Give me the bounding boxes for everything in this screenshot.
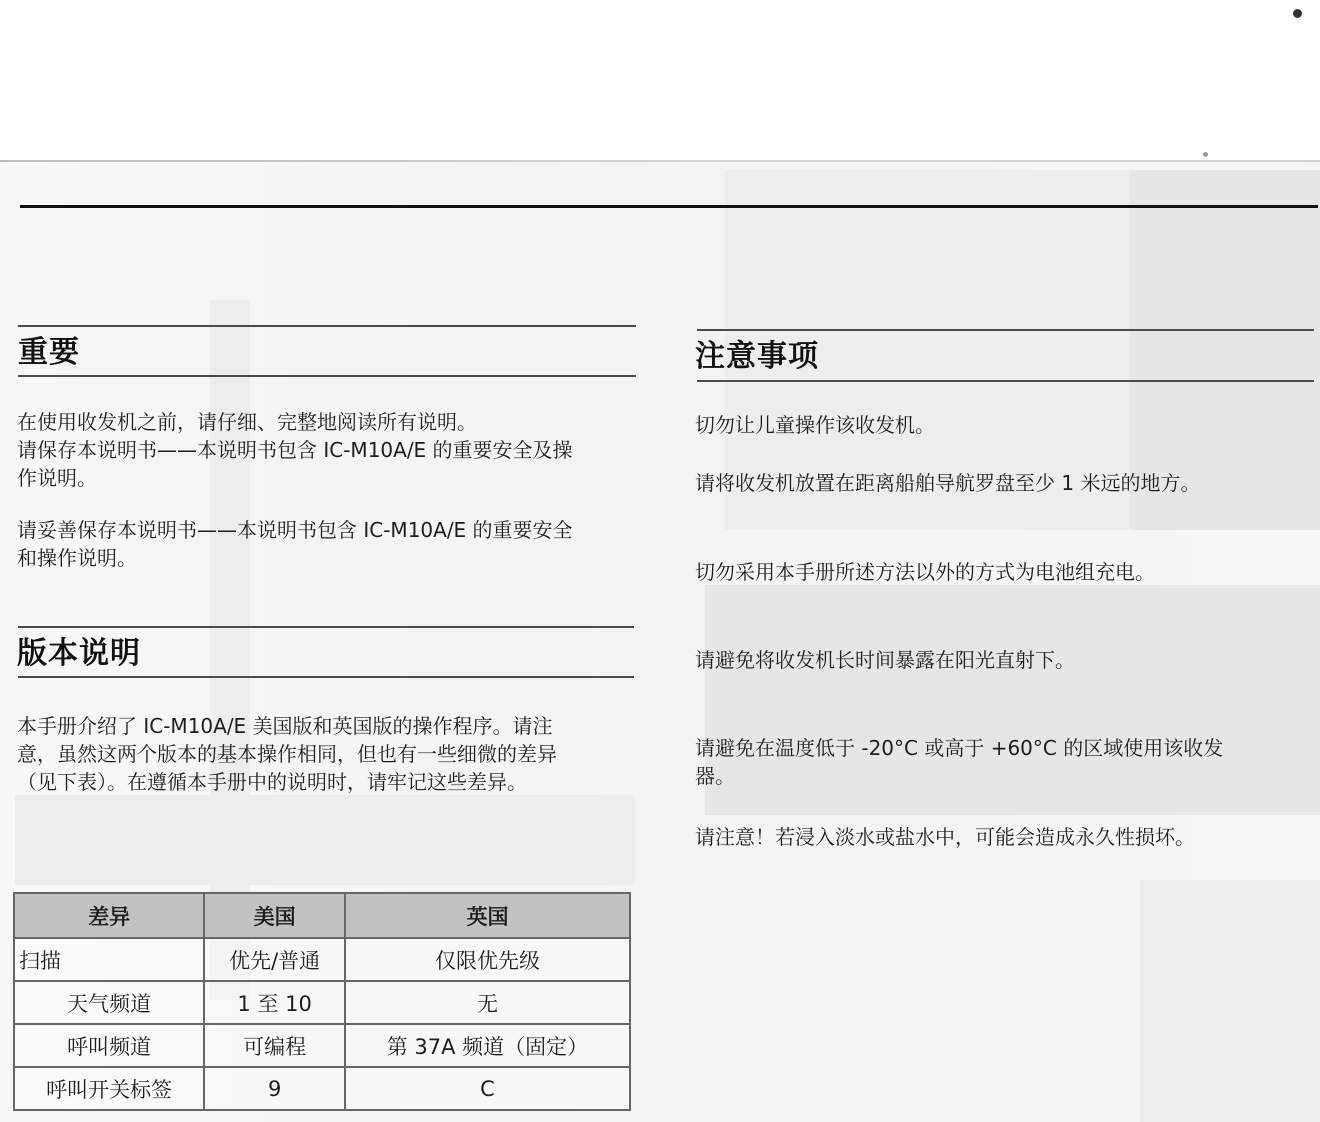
heading-rule-bottom (18, 375, 636, 377)
precaution-item: 请将收发机放置在距离船舶导航罗盘至少 1 米远的地方。 (695, 471, 1201, 495)
versions-heading: 版本说明 (17, 636, 141, 671)
bleed-through-shadow (1140, 880, 1320, 1122)
text-line: 意，虽然这两个版本的基本操作相同，但也有一些细微的差异 (17, 742, 557, 766)
table-row (14, 1067, 630, 1110)
text-line: 请妥善保存本说明书——本说明书包含 IC-M10A/E 的重要安全 (17, 518, 573, 542)
text-line: （见下表）。在遵循本手册中的说明时，请牢记这些差异。 (17, 770, 527, 794)
page-margin-top (0, 0, 1320, 160)
text-line: 请避免在温度低于 -20°C 或高于 +60°C 的区域使用该收发 (695, 736, 1224, 760)
column-header: 英国 (345, 893, 630, 938)
bleed-through-shadow (15, 795, 635, 885)
table-row (14, 1024, 630, 1067)
column-header: 差异 (14, 893, 204, 938)
precaution-item: 请注意！若浸入淡水或盐水中，可能会造成永久性损坏。 (695, 825, 1195, 849)
text-line: 器。 (695, 764, 735, 788)
precaution-item: 切勿让儿童操作该收发机。 (695, 413, 935, 437)
important-paragraph (17, 408, 573, 492)
text-line: 请保存本说明书——本说明书包含 IC-M10A/E 的重要安全及操 (17, 438, 573, 462)
scan-speck (1293, 9, 1302, 18)
table-cell: 9 (204, 1067, 345, 1110)
table-cell: C (345, 1067, 630, 1110)
text-line: 在使用收发机之前，请仔细、完整地阅读所有说明。 (17, 410, 477, 434)
table-cell: 第 37A 频道（固定） (345, 1024, 630, 1067)
table-cell: 无 (345, 981, 630, 1024)
precaution-item (695, 734, 1223, 790)
table-header-row (14, 893, 630, 938)
text-line: 和操作说明。 (17, 546, 137, 570)
precaution-item: 切勿采用本手册所述方法以外的方式为电池组充电。 (695, 560, 1155, 584)
table-cell: 扫描 (14, 938, 204, 981)
heading-rule-bottom (697, 380, 1314, 382)
heading-rule-bottom (18, 676, 634, 678)
table-row (14, 938, 630, 981)
important-paragraph-2 (17, 516, 573, 572)
table-cell: 仅限优先级 (345, 938, 630, 981)
heading-rule-top (18, 325, 636, 327)
scan-speck (1203, 152, 1208, 157)
versions-paragraph (17, 712, 557, 796)
precautions-heading: 注意事项 (695, 339, 819, 374)
table-cell: 优先/普通 (204, 938, 345, 981)
table-cell: 1 至 10 (204, 981, 345, 1024)
text-line: 本手册介绍了 IC-M10A/E 美国版和英国版的操作程序。请注 (17, 714, 553, 738)
table-cell: 呼叫频道 (14, 1024, 204, 1067)
table-cell: 可编程 (204, 1024, 345, 1067)
top-rule (20, 205, 1318, 208)
precaution-item: 请避免将收发机长时间暴露在阳光直射下。 (695, 648, 1075, 672)
page-edge (0, 160, 1320, 162)
column-header: 美国 (204, 893, 345, 938)
table-cell: 呼叫开关标签 (14, 1067, 204, 1110)
text-line: 作说明。 (17, 466, 97, 490)
table-row (14, 981, 630, 1024)
important-heading: 重要 (18, 335, 80, 370)
table-cell: 天气频道 (14, 981, 204, 1024)
version-differences-table (13, 892, 631, 1111)
